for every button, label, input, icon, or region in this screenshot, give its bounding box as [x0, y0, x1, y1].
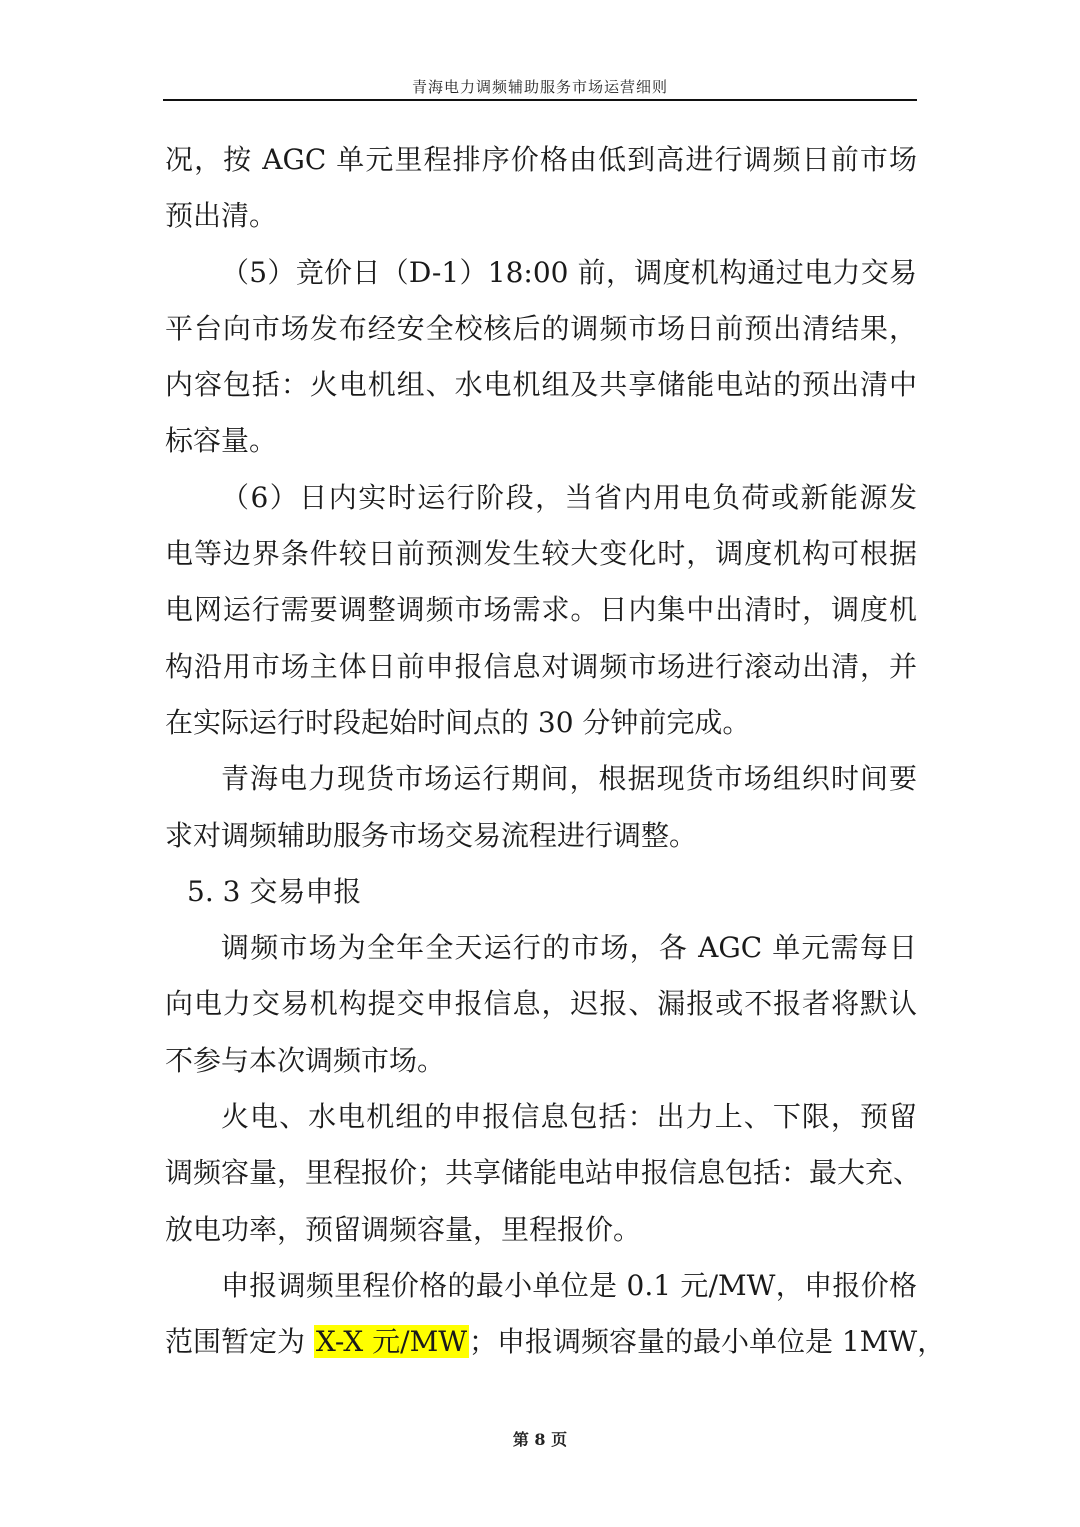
highlighted-price-range: X-X 元/MW: [315, 1325, 468, 1359]
body-line: 放电功率，预留调频容量，里程报价。: [165, 1212, 642, 1246]
body-line: 平台向市场发布经安全校核后的调频市场日前预出清结果，: [165, 311, 917, 345]
body-line: 况，按 AGC 单元里程排序价格由低到高进行调频日前市场: [165, 143, 917, 176]
body-line: 标容量。: [165, 424, 278, 458]
body-line: 在实际运行时段起始时间点的 30 分钟前完成。: [165, 705, 751, 739]
header-divider: [163, 99, 917, 101]
body-line: 预出清。: [165, 199, 278, 233]
running-header: 青海电力调频辅助服务市场运营细则: [411, 78, 668, 96]
body-line: 内容包括：火电机组、水电机组及共享储能电站的预出清中: [165, 368, 917, 402]
body-line: 青海电力现货市场运行期间，根据现货市场组织时间要: [221, 762, 917, 796]
section-heading: 5. 3 交易申报: [187, 874, 362, 908]
body-line: 向电力交易机构提交申报信息，迟报、漏报或不报者将默认: [165, 987, 917, 1021]
body-line: 火电、水电机组的申报信息包括：出力上、下限，预留: [221, 1100, 917, 1134]
body-line: 构沿用市场主体日前申报信息对调频市场进行滚动出清，并: [165, 649, 917, 683]
body-line: （6）日内实时运行阶段，当省内用电负荷或新能源发: [221, 480, 917, 514]
body-line: 电网运行需要调整调频市场需求。日内集中出清时，调度机: [165, 593, 917, 627]
body-line: 申报调频里程价格的最小单位是 0.1 元/MW，申报价格: [221, 1268, 917, 1302]
body-line: 调频市场为全年全天运行的市场，各 AGC 单元需每日: [221, 931, 917, 965]
body-line: （5）竞价日（D-1）18:00 前，调度机构通过电力交易: [221, 255, 917, 289]
line-text-after: ；申报调频容量的最小单位是 1MW，: [469, 1325, 946, 1359]
body-line: 不参与本次调频市场。: [165, 1043, 446, 1077]
body-line: 求对调频辅助服务市场交易流程进行调整。: [165, 818, 698, 852]
body-line: 调频容量，里程报价；共享储能电站申报信息包括：最大充、: [165, 1156, 922, 1190]
body-line-highlighted: [165, 1314, 946, 1370]
body-line: 电等边界条件较日前预测发生较大变化时，调度机构可根据: [165, 537, 917, 571]
page-number: 第 8 页: [512, 1430, 568, 1449]
document-body: [165, 132, 946, 1371]
line-text-before: 范围暂定为: [165, 1325, 314, 1359]
